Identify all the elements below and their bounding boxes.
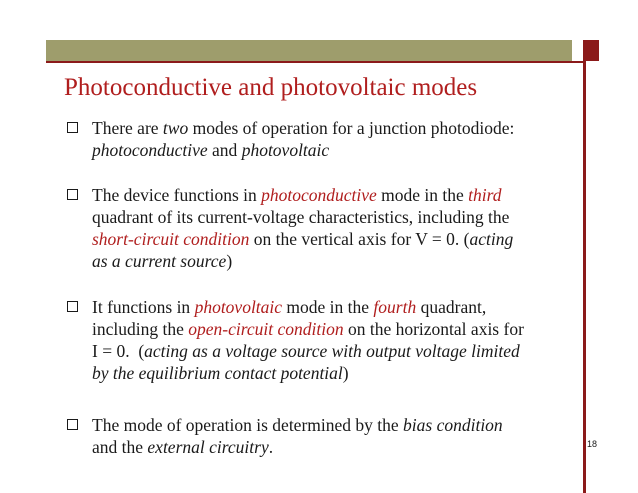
hollow-square-bullet-icon xyxy=(67,189,78,200)
text-run: ) xyxy=(342,363,349,383)
header-corner-square xyxy=(583,40,599,61)
highlighted-term: photoconductive xyxy=(261,185,377,205)
text-run: and xyxy=(207,140,242,160)
bullet-line xyxy=(92,414,582,436)
hollow-square-bullet-icon xyxy=(67,122,78,133)
bullet-text-1 xyxy=(92,117,582,161)
italic-term: external circuitry xyxy=(147,437,269,457)
bullet-line xyxy=(92,228,582,250)
bullet-text-3 xyxy=(92,296,582,384)
text-run: . xyxy=(268,437,274,457)
bullet-line xyxy=(92,184,582,206)
italic-term: as a current source xyxy=(92,251,227,271)
text-run: I = 0. ( xyxy=(92,341,145,361)
bullet-text-4 xyxy=(92,414,582,458)
slide-title: Photoconductive and photovoltaic modes xyxy=(64,74,478,101)
italic-term: bias condition xyxy=(403,415,503,435)
bullet-line xyxy=(92,117,582,139)
hollow-square-bullet-icon xyxy=(67,419,78,430)
text-run: mode in the xyxy=(282,297,374,317)
bullet-line xyxy=(92,139,582,161)
italic-term: photovoltaic xyxy=(241,140,330,160)
highlighted-term: photovoltaic xyxy=(194,297,283,317)
header-bar xyxy=(46,40,572,61)
highlighted-term: open-circuit condition xyxy=(188,319,344,339)
text-run: There are xyxy=(92,118,163,138)
text-run: ) xyxy=(226,251,233,271)
text-run: modes of operation for a junction photodiode: xyxy=(188,118,515,138)
italic-term: by the equilibrium contact potential xyxy=(92,363,343,383)
bullet-line xyxy=(92,362,582,384)
italic-term: acting as a voltage source with output voltage limited xyxy=(144,341,520,361)
text-run: mode in the xyxy=(376,185,469,205)
text-run: The mode of operation is determined by the xyxy=(92,415,404,435)
text-run: quadrant, xyxy=(416,297,487,317)
right-vertical-rule xyxy=(583,61,586,493)
highlighted-term: fourth xyxy=(373,297,417,317)
hollow-square-bullet-icon xyxy=(67,301,78,312)
text-run: It functions in xyxy=(92,297,195,317)
bullet-line xyxy=(92,340,582,362)
text-run: on the vertical axis for V = 0. ( xyxy=(249,229,470,249)
header-underline xyxy=(46,61,583,63)
italic-term: acting xyxy=(469,229,514,249)
text-run: quadrant of its current-voltage characteristics, including the xyxy=(92,207,510,227)
bullet-line xyxy=(92,318,582,340)
text-run: and the xyxy=(92,437,148,457)
italic-term: two xyxy=(162,118,189,138)
highlighted-term: short-circuit condition xyxy=(92,229,250,249)
bullet-line xyxy=(92,206,582,228)
text-run: The device functions in xyxy=(92,185,262,205)
text-run: on the horizontal axis for xyxy=(343,319,524,339)
page-number: 18 xyxy=(587,439,598,449)
italic-term: photoconductive xyxy=(92,140,208,160)
bullet-line xyxy=(92,436,582,458)
bullet-line xyxy=(92,250,582,272)
text-run: including the xyxy=(92,319,189,339)
bullet-line xyxy=(92,296,582,318)
bullet-text-2 xyxy=(92,184,582,272)
highlighted-term: third xyxy=(468,185,502,205)
